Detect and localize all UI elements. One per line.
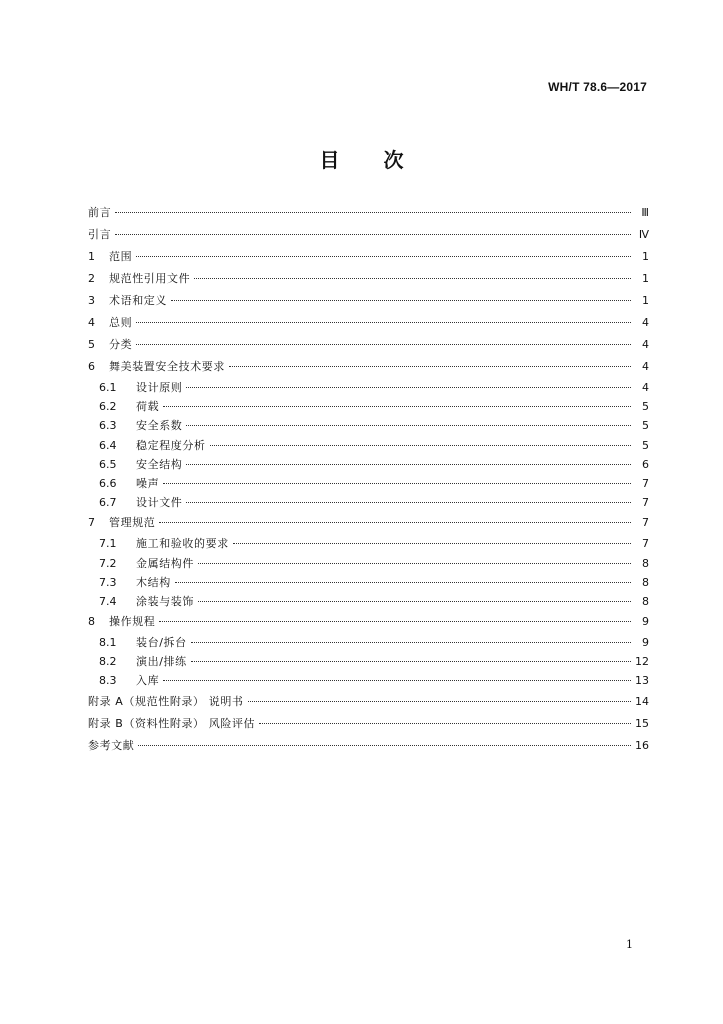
toc-entry-page: 5 bbox=[642, 400, 649, 414]
toc-entry-number: 8.2 bbox=[99, 655, 117, 669]
toc-entry-number: 6.6 bbox=[99, 476, 117, 490]
toc-entry-number: 7.1 bbox=[99, 537, 117, 551]
toc-entry[interactable] bbox=[88, 534, 649, 553]
toc-entry-number: 6.2 bbox=[99, 400, 117, 414]
toc-entry-label: 参考文献 bbox=[88, 738, 135, 752]
toc-leader-dots bbox=[198, 601, 631, 602]
toc-entry-number: 7.3 bbox=[99, 575, 117, 589]
toc-entry-number: 6.4 bbox=[99, 438, 117, 452]
toc-entry-page: 16 bbox=[635, 738, 649, 752]
toc-entry-number: 7.2 bbox=[99, 556, 117, 570]
toc-entry-number: 6.3 bbox=[99, 419, 117, 433]
toc-entry-label: 涂装与装饰 bbox=[136, 594, 194, 608]
toc-entry[interactable] bbox=[88, 735, 649, 757]
toc-leader-dots bbox=[186, 464, 631, 465]
toc-entry-number: 6 bbox=[88, 360, 95, 373]
toc-entry-label: 装台/拆台 bbox=[136, 636, 187, 650]
toc-leader-dots bbox=[229, 366, 631, 367]
toc-entry[interactable] bbox=[88, 611, 649, 633]
toc-leader-dots bbox=[159, 522, 631, 523]
toc-entry-label: 演出/排练 bbox=[136, 655, 187, 669]
toc-leader-dots bbox=[163, 483, 631, 484]
toc-entry-page: 7 bbox=[642, 476, 649, 490]
toc-entry-page: 8 bbox=[642, 594, 649, 608]
toc-entry[interactable] bbox=[88, 334, 649, 356]
toc-entry-page: 5 bbox=[642, 438, 649, 452]
toc-entry-label: 安全系数 bbox=[136, 419, 183, 433]
toc-entry[interactable] bbox=[88, 397, 649, 416]
toc-leader-dots bbox=[191, 661, 631, 662]
toc-entry[interactable] bbox=[88, 493, 649, 512]
toc-entry-page: 8 bbox=[642, 575, 649, 589]
toc-entry[interactable] bbox=[88, 416, 649, 435]
toc-leader-dots bbox=[163, 406, 631, 407]
toc-entry-number: 7 bbox=[88, 516, 95, 530]
toc-entry-label: 附录 A（规范性附录） 说明书 bbox=[88, 694, 244, 708]
toc-entry-number: 2 bbox=[88, 272, 95, 285]
toc-entry-page: 4 bbox=[642, 360, 649, 373]
toc-entry-label: 木结构 bbox=[136, 575, 171, 589]
toc-entry-page: Ⅳ bbox=[638, 228, 649, 241]
toc-entry-number: 4 bbox=[88, 316, 95, 329]
toc-entry[interactable] bbox=[88, 633, 649, 652]
toc-entry-label: 稳定程度分析 bbox=[136, 438, 206, 452]
toc-leader-dots bbox=[115, 234, 631, 235]
toc-entry-page: Ⅲ bbox=[641, 206, 649, 219]
toc-entry[interactable] bbox=[88, 436, 649, 455]
toc-entry[interactable] bbox=[88, 592, 649, 611]
toc-leader-dots bbox=[136, 256, 631, 257]
toc-entry-number: 8.1 bbox=[99, 636, 117, 650]
toc-entry-page: 4 bbox=[642, 316, 649, 329]
toc-leader-dots bbox=[198, 563, 631, 564]
toc-entry-label: 设计原则 bbox=[136, 381, 183, 394]
toc-entry-page: 7 bbox=[642, 496, 649, 510]
toc-entry-label: 总则 bbox=[109, 316, 133, 329]
toc-entry-page: 6 bbox=[642, 457, 649, 471]
toc-leader-dots bbox=[186, 387, 631, 388]
toc-entry-page: 14 bbox=[635, 694, 649, 708]
toc-leader-dots bbox=[194, 278, 631, 279]
toc-entry[interactable] bbox=[88, 474, 649, 493]
toc-entry-label: 前言 bbox=[88, 206, 112, 219]
toc-entry-page: 13 bbox=[635, 674, 649, 688]
toc-entry[interactable] bbox=[88, 290, 649, 312]
toc-entry-number: 8.3 bbox=[99, 674, 117, 688]
toc-entry-number: 6.7 bbox=[99, 496, 117, 510]
toc-entry-label: 设计文件 bbox=[136, 496, 183, 510]
toc-leader-dots bbox=[115, 212, 631, 213]
toc-leader-dots bbox=[259, 723, 631, 724]
toc-entry-page: 8 bbox=[642, 556, 649, 570]
toc-entry-page: 5 bbox=[642, 419, 649, 433]
toc-entry-number: 1 bbox=[88, 250, 95, 263]
title-char-1: 目 bbox=[319, 148, 340, 172]
toc-entry-label: 施工和验收的要求 bbox=[136, 537, 229, 551]
toc-entry[interactable] bbox=[88, 573, 649, 592]
toc-entry-label: 附录 B（资料性附录） 风险评估 bbox=[88, 716, 256, 730]
toc-entry[interactable] bbox=[88, 356, 649, 378]
toc-leader-dots bbox=[159, 621, 631, 622]
toc-entry[interactable] bbox=[88, 512, 649, 534]
toc-leader-dots bbox=[136, 322, 631, 323]
toc-entry[interactable] bbox=[88, 246, 649, 268]
toc-entry-label: 安全结构 bbox=[136, 457, 183, 471]
toc-entry-label: 范围 bbox=[109, 250, 133, 263]
toc-leader-dots bbox=[163, 680, 631, 681]
toc-entry-page: 1 bbox=[642, 272, 649, 285]
page-number: 1 bbox=[626, 938, 633, 951]
toc-entry-page: 4 bbox=[642, 338, 649, 351]
toc-entry-page: 4 bbox=[642, 381, 649, 394]
toc-entry[interactable] bbox=[88, 691, 649, 713]
toc-entry-label: 舞美装置安全技术要求 bbox=[109, 360, 225, 373]
toc-entry-label: 入库 bbox=[136, 674, 160, 688]
toc-entry-number: 8 bbox=[88, 615, 95, 629]
toc-entry[interactable] bbox=[88, 224, 649, 246]
toc-entry[interactable] bbox=[88, 312, 649, 334]
toc-leader-dots bbox=[210, 445, 631, 446]
toc-entry-label: 引言 bbox=[88, 228, 112, 241]
toc-leader-dots bbox=[248, 701, 631, 702]
toc-leader-dots bbox=[186, 425, 631, 426]
toc-entry[interactable] bbox=[88, 455, 649, 474]
toc-entry[interactable] bbox=[88, 652, 649, 671]
toc-entry[interactable] bbox=[88, 378, 649, 397]
toc-entry-number: 6.1 bbox=[99, 381, 117, 394]
toc-entry-page: 12 bbox=[635, 655, 649, 669]
toc-entry[interactable] bbox=[88, 202, 649, 224]
standard-code: WH/T 78.6—2017 bbox=[548, 80, 647, 94]
toc-entry-page: 15 bbox=[635, 716, 649, 730]
toc-entry-label: 操作规程 bbox=[109, 615, 156, 629]
page-title bbox=[0, 144, 723, 173]
toc-leader-dots bbox=[136, 344, 631, 345]
toc-leader-dots bbox=[191, 642, 631, 643]
toc-entry-page: 9 bbox=[642, 615, 649, 629]
toc-entry-page: 7 bbox=[642, 537, 649, 551]
table-of-contents bbox=[88, 202, 649, 757]
toc-entry-page: 9 bbox=[642, 636, 649, 650]
toc-entry-label: 噪声 bbox=[136, 476, 160, 490]
toc-entry-number: 7.4 bbox=[99, 594, 117, 608]
toc-entry[interactable] bbox=[88, 671, 649, 690]
toc-entry-number: 6.5 bbox=[99, 457, 117, 471]
toc-entry-label: 规范性引用文件 bbox=[109, 272, 191, 285]
toc-entry-label: 荷载 bbox=[136, 400, 160, 414]
toc-entry-label: 金属结构件 bbox=[136, 556, 194, 570]
toc-entry[interactable] bbox=[88, 713, 649, 735]
toc-entry-page: 1 bbox=[642, 250, 649, 263]
toc-entry-label: 管理规范 bbox=[109, 516, 156, 530]
toc-leader-dots bbox=[175, 582, 631, 583]
toc-entry[interactable] bbox=[88, 268, 649, 290]
title-char-2: 次 bbox=[383, 148, 404, 172]
toc-leader-dots bbox=[138, 745, 631, 746]
toc-entry-label: 分类 bbox=[109, 338, 133, 351]
toc-entry-page: 1 bbox=[642, 294, 649, 307]
toc-leader-dots bbox=[171, 300, 631, 301]
toc-entry-number: 3 bbox=[88, 294, 95, 307]
toc-entry-label: 术语和定义 bbox=[109, 294, 167, 307]
toc-leader-dots bbox=[186, 502, 631, 503]
toc-entry-number: 5 bbox=[88, 338, 95, 351]
toc-leader-dots bbox=[233, 543, 631, 544]
toc-entry[interactable] bbox=[88, 554, 649, 573]
toc-entry-page: 7 bbox=[642, 516, 649, 530]
